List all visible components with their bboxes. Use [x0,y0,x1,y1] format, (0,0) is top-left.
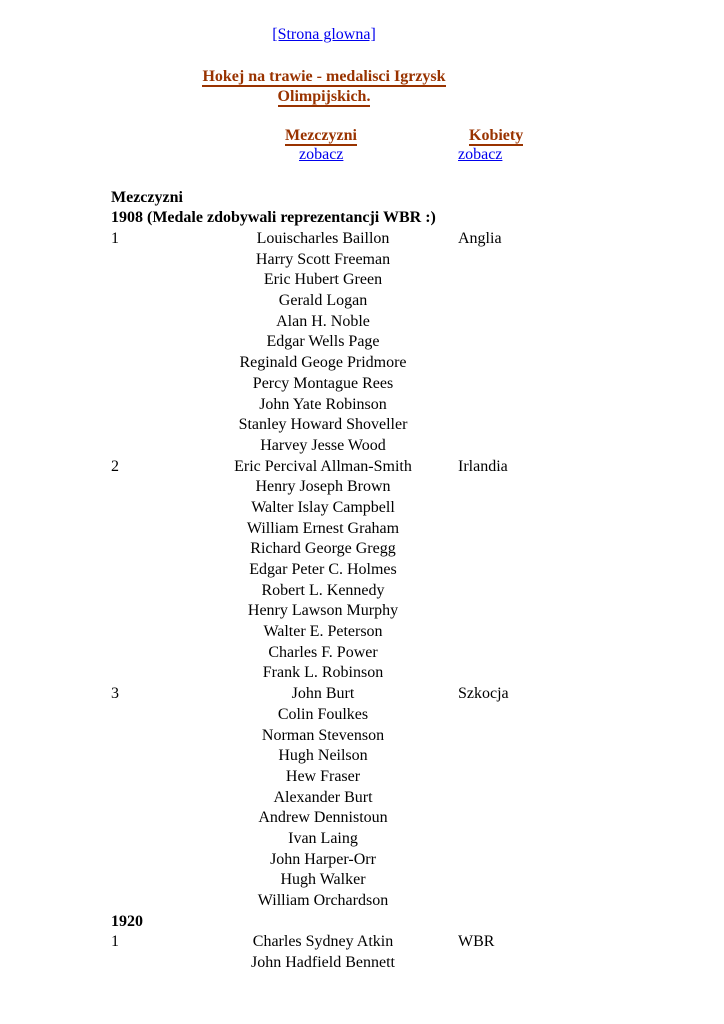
list-item [0,560,724,581]
list-item [0,870,724,891]
player-name: Walter E. Peterson [263,623,383,641]
player-name: Henry Lawson Murphy [247,602,399,620]
player-name: Hugh Walker [280,871,366,889]
year-label: 1920 [111,912,143,930]
player-name: Charles Sydney Atkin [252,933,394,951]
player-name: Richard George Gregg [250,540,396,558]
list-item [0,829,724,850]
list-item [0,746,724,767]
player-name: William Orchardson [257,892,389,909]
player-name: Henry Joseph Brown [255,478,391,496]
list-item [0,457,724,478]
player-name: Reginald Geoge Pridmore [239,354,407,372]
list-item [0,312,724,333]
list-item [0,726,724,747]
player-name: Harry Scott Freeman [255,250,391,268]
country: WBR [458,933,495,951]
player-name: William Ernest Graham [246,519,400,537]
list-item [0,415,724,436]
list-item [0,270,724,291]
list-item [0,705,724,726]
list-item [0,353,724,374]
list-item [0,850,724,871]
list-item [0,374,724,395]
player-name: Robert L. Kennedy [261,581,385,599]
player-name: John Burt [291,685,355,703]
list-item [0,663,724,684]
player-name: Ivan Laing [288,829,358,847]
player-name: Walter Islay Campbell [251,498,395,516]
year-heading-1908: 1908 (Medale zdobywali reprezentancji WBR :) [111,209,436,226]
player-name: Edgar Peter C. Holmes [249,561,397,578]
player-name: Harvey Jesse Wood [260,436,386,454]
list-item [0,953,724,974]
section-heading: Mezczyzni [111,189,183,206]
list-item [0,250,724,271]
medal-rank: 3 [111,685,119,703]
home-link[interactable]: [Strona glowna] [272,26,376,43]
list-item [0,788,724,809]
women-see-link[interactable]: zobacz [458,146,503,163]
list-item [0,229,724,250]
men-see-link[interactable]: zobacz [299,146,344,163]
list-item [0,767,724,788]
medal-rank: 1 [111,933,119,951]
player-name: Edgar Wells Page [266,333,380,351]
list-item [0,539,724,560]
player-name: Norman Stevenson [261,726,385,744]
player-name: Percy Montague Rees [252,374,394,392]
player-name: Louischarles Baillon [256,230,390,247]
medal-rank: 1 [111,230,119,247]
player-name: Charles F. Power [268,643,378,661]
player-name: Stanley Howard Shoveller [238,416,408,434]
list-item [0,519,724,540]
list-item [0,622,724,643]
year-heading [0,912,724,933]
title-line-1: Hokej na trawie - medalisci Igrzysk [202,68,446,85]
list-item [0,581,724,602]
list-item [0,891,724,912]
list-item [0,395,724,416]
player-name: Alan H. Noble [276,312,370,330]
list-item [0,498,724,519]
list-item [0,684,724,705]
country: Szkocja [458,685,509,703]
list-item [0,601,724,622]
player-name: Hugh Neilson [278,747,368,765]
country: Anglia [458,230,502,247]
list-item [0,436,724,457]
player-name: Colin Foulkes [277,705,369,723]
list-item [0,643,724,664]
player-name: John Harper-Orr [270,850,376,868]
player-name: Eric Hubert Green [263,271,383,289]
player-name: John Hadfield Bennett [251,954,395,972]
list-item [0,932,724,953]
medalists-list [0,229,724,974]
player-name: Alexander Burt [273,788,373,806]
medal-rank: 2 [111,457,119,475]
player-name: Eric Percival Allman-Smith [234,457,412,475]
list-item [0,808,724,829]
country: Irlandia [458,457,508,475]
title-line-2: Olimpijskich. [277,88,371,105]
women-column-heading: Kobiety [469,127,524,144]
list-item [0,291,724,312]
page-title [0,67,648,107]
player-name: Hew Fraser [285,767,361,785]
player-name: Frank L. Robinson [262,664,384,682]
list-item [0,477,724,498]
player-name: Gerald Logan [278,292,368,310]
men-column-heading: Mezczyzni [285,127,357,144]
player-name: Andrew Dennistoun [258,809,388,827]
list-item [0,332,724,353]
player-name: John Yate Robinson [259,395,387,413]
